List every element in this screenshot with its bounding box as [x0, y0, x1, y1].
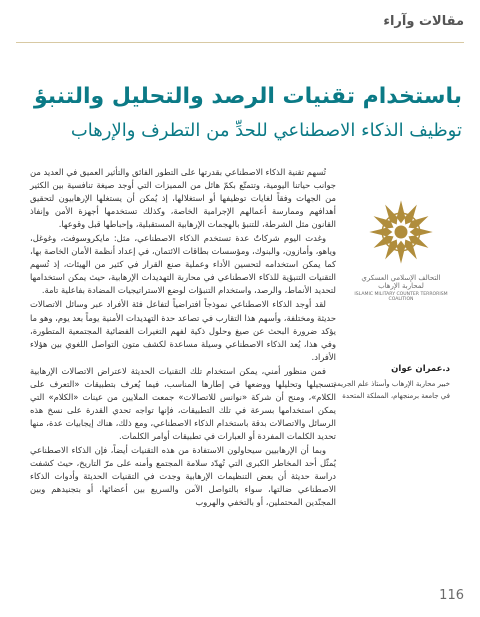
author-block [332, 364, 450, 402]
author-name: د.عمران عوان [391, 364, 450, 374]
page-number: 116 [439, 588, 464, 603]
body-paragraph: وبما أن الإرهابيين سيحاولون الاستفادة من هذه التقنيات أيضاً، فإن الذكاء الاصطناعي يُمثّل أحد المخاطر الكبرى التي تُهدّد سلامة المجتمع وأمنه على مرّ التاريخ، حيث كشفت دراسة حديثة أن بعض التنظيمات الإرهابية وجدت في التقنيات الحديثة وأدوات الذكاء الاصطناعي ضالتها، سواء بالتواصل الآمن والسريع بين أعضائها، أو بتجنيدهم وبين المجنّدين المحتملين، أو بالتخفي والهروب [30, 444, 336, 508]
coalition-emblem-icon [365, 196, 437, 268]
author-role: خبير محاربة الإرهاب وأستاذ علم الجريمة في جامعة برمنجهام، المملكة المتحدة [333, 380, 450, 400]
body-paragraph: فمن منظور أمني، يمكن استخدام تلك التقنيات الحديثة لاعتراض الاتصالات الإرهابية بتسجيلها وتحليلها ووضعها في إطارها المناسب، فيما يُعرف بتطبيقات «التعرف على الكلام»، ومنح أن شركة «نوانس للاتصالات» جمعت الملايين من عينات «الكلام» التي يمكن استخدامها بسرعة في تلك التطبيقات، فإنها تواجه تحدي القدرة على نسخ هذه الرسائل والاتصالات بدقة باستخدام الذكاء الاصطناعي، ومع ذلك، هناك إيجابيات عدة، منها تحديد الكلمات المفردة أو العبارات في تطبيقات أوامر الكلمات. [30, 365, 336, 441]
article-subtitle: توظيف الذكاء الاصطناعي للحدِّ من التطرف والإرهاب [70, 120, 462, 141]
logo-caption-english: ISLAMIC MILITARY COUNTER TERRORISM COALITION [354, 292, 448, 302]
coalition-logo [350, 196, 452, 306]
article-title: باستخدام تقنيات الرصد والتحليل والتنبؤ [33, 84, 462, 109]
logo-caption-arabic: التحالف الإسلامي العسكري لمحاربة الإرهاب [361, 274, 441, 290]
section-label: مقالات وآراء [383, 14, 464, 29]
body-paragraph: تُسهم تقنية الذكاء الاصطناعي بقدرتها على التطور الفائق والتأثير العميق في العديد من جوانب حياتنا اليومية، وتتمتّع بكمّ هائل من المميزات التي أوجد صيغة تنافسية بين الكثير من الجهات وفقاً لغايات توظيفها أو استغلالها، إذ يُمكن أن يستغلها الإرهابيون لتحقيق أهدافهم وممارسة أعمالهم الإجرامية الخاصة، وكذلك تستخدمها أجهزة الأمن وإنفاذ القانون مثل الشرطة، للتنبؤ بالهجمات الإرهابية المستقبلية، وإحباطها قبل وقوعها. [30, 167, 336, 230]
header-divider [16, 42, 464, 43]
body-paragraph: لقد أوجد الذكاء الاصطناعي نموذجاً افتراضياً لتفاعل فئة الأفراد عبر وسائل الاتصالات حديثة ومختلفة، وأسهم هذا التقارب في تصاعد حدة التهديدات الأمنية يوماً بعد يوم، وهو ما يؤكد ضرورة البحث عن صيغ وحلول ذكية لفهم التغيرات الفضائية المجتمعية المتطورة، وفي هذا، يُعد الذكاء الاصطناعي وسيلة مساعدة لكشف متون التواصل اللغوي بين هؤلاء الأفراد. [30, 299, 336, 362]
article-body [30, 166, 336, 510]
body-paragraph: وغدت اليوم شركاتٌ عدة تستخدم الذكاء الاصطناعي، مثل: مايكروسوفت، وغوغل، وياهو، وأمازون، والبنوك، ومؤسسات بطاقات الائتمان، في إعداد أنظمة الأمان الخاصة بها، كما يمكن استخدامه لتحسين الأداء وعملية صنع القرار في كثير من الهيئات، إذ تُسهم التقنيات التنبؤية للذكاء الاصطناعي في محاربة التهديدات الإرهابية، حيث يمكن استخدامها لتحديد الأنماط، والرصد، واستخدام التنبؤات لوضع الاستراتيجيات المضادة بفاعلية تامة. [30, 233, 336, 296]
